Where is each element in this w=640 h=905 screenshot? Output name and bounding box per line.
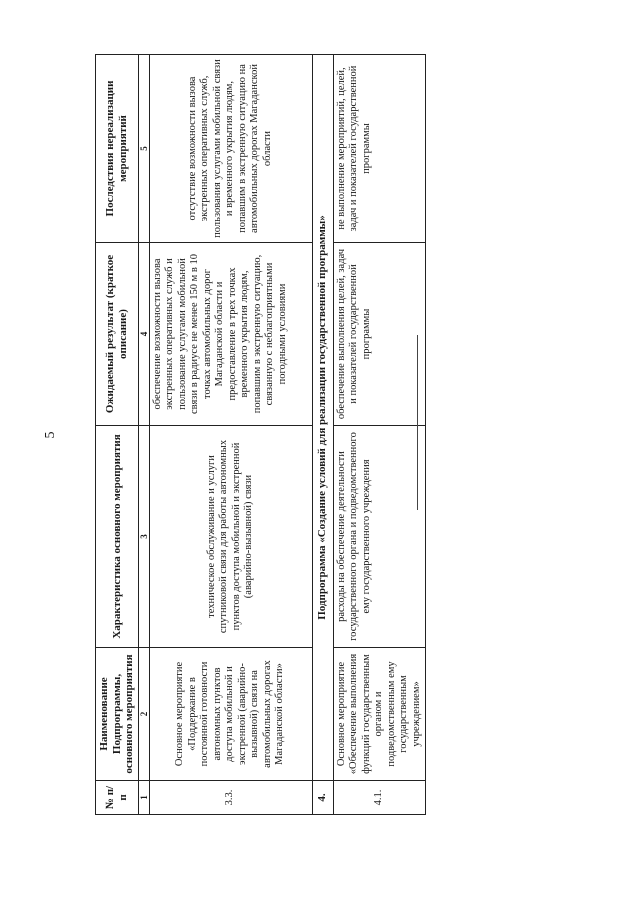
header-name: Наименование Подпрограммы, основного мероприятия <box>96 648 139 781</box>
page-number: 5 <box>43 431 58 439</box>
table-row <box>333 55 426 815</box>
column-number-row <box>138 55 149 815</box>
column-number: 5 <box>138 55 149 243</box>
expected-result: обеспечение возможности вызова экстренных оперативных служб и пользование услугами мобильной связи в радиусе не менее 150 м в 10 точках автомобильных дорог Магаданской области и предоставление в трех точках временного укрытия людям, попавшим в экстренную ситуацию, связанную с неблагоприятными погодными условиями <box>149 243 312 426</box>
measure-characteristic: техническое обслуживание и услуги спутниковой связи для работы автономных пунктов доступа мобильной и экстренной (аварийно-вызывной) связи <box>149 426 312 648</box>
measures-table <box>95 54 426 815</box>
expected-result: обеспечение выполнения целей, задач и показателей государственной программы <box>333 243 426 426</box>
header-number: № п/п <box>96 781 139 815</box>
subprogram-title: Подпрограмма «Создание условий для реализации государственной программы» <box>312 55 333 781</box>
column-number: 1 <box>138 781 149 815</box>
column-number: 2 <box>138 648 149 781</box>
signoff-line <box>417 335 418 510</box>
column-number: 4 <box>138 243 149 426</box>
measure-name: Основное мероприятие «Обеспечение выполнения функций государственным органом и подведомственным ему государственным учреждением» <box>333 648 426 781</box>
header-expected-result: Ожидаемый результат (краткое описание) <box>96 243 139 426</box>
table-header-row <box>96 55 139 815</box>
row-number: 3.3. <box>149 781 312 815</box>
rotated-document-page <box>43 55 475 815</box>
measure-name: Основное мероприятие «Поддержание в постоянной готовности автономных пунктов доступа мобильной и экстренной (аварийно-вызывной) связи на автомобильных дорогах Магаданской области» <box>149 648 312 781</box>
measure-characteristic: расходы на обеспечение деятельности государственного органа и подведомственного ему государственного учреждения <box>333 426 426 648</box>
nonimplementation-consequence: не выполнение мероприятий, целей, задач и показателей государственной программы <box>333 55 426 243</box>
nonimplementation-consequence: отсутствие возможности вызова экстренных оперативных служб, пользования услугами мобильной связи и временного укрытия людям, попавшим в экстренную ситуацию на автомобильных дорогах Магаданской области <box>149 55 312 243</box>
subprogram-row <box>312 55 333 815</box>
row-number: 4.1. <box>333 781 426 815</box>
header-consequences: Последствия нереализации мероприятий <box>96 55 139 243</box>
column-number: 3 <box>138 426 149 648</box>
table-row <box>149 55 312 815</box>
header-characteristic: Характеристика основного мероприятия <box>96 426 139 648</box>
row-number: 4. <box>312 781 333 815</box>
